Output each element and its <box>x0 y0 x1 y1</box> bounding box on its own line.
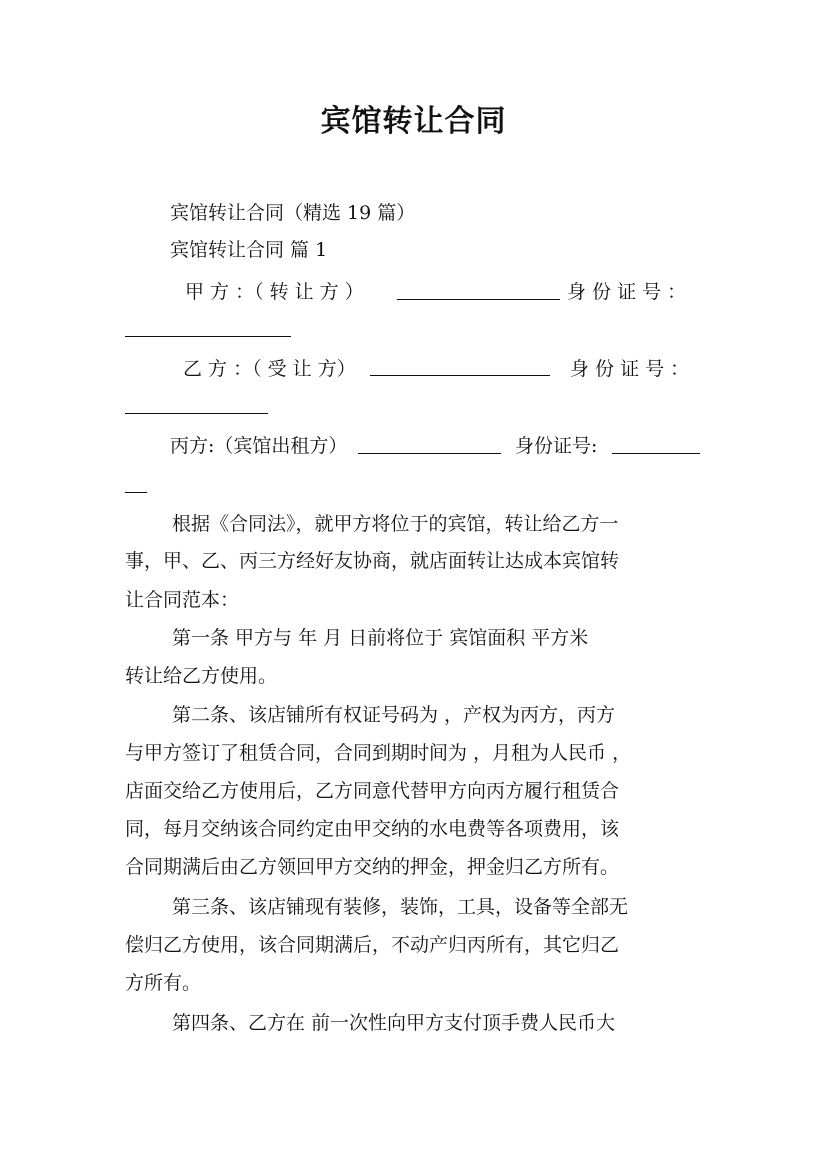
article-2-line-5: 合同期满后由乙方领回甲方交纳的押金，押金归乙方所有。 <box>125 856 620 878</box>
article-3-line-2: 偿归乙方使用，该合同期满后，不动产归丙所有，其它归乙 <box>125 934 620 956</box>
party-b-label: 乙 方 ：（ 受 让 方） <box>183 358 356 380</box>
article-2-line-4: 同，每月交纳该合同约定由甲交纳的水电费等各项费用，该 <box>125 818 620 840</box>
article-1-line-2: 转让给乙方使用。 <box>125 665 278 687</box>
intro-line-2: 事，甲、乙、丙三方经好友协商，就店面转让达成本宾馆转 <box>125 550 620 572</box>
article-3-line-1: 第三条、该店铺现有装修，装饰，工具，设备等全部无 <box>172 896 629 918</box>
intro-line-1: 根据《合同法》，就甲方将位于的宾馆，转让给乙方一 <box>172 513 619 535</box>
party-c-id-blank-2 <box>125 474 147 493</box>
party-c-id-blank-1 <box>612 435 700 454</box>
party-b-id-blank <box>125 395 268 414</box>
document-subtitle: 宾馆转让合同（精选 19 篇） <box>170 202 416 224</box>
article-2-line-2: 与甲方签订了租赁合同，合同到期时间为 ，月租为人民币 ， <box>125 742 632 764</box>
section-heading: 宾馆转让合同 篇 1 <box>170 239 328 261</box>
article-2-line-3: 店面交给乙方使用后，乙方同意代替甲方向丙方履行租赁合 <box>125 780 620 802</box>
party-a-row <box>185 278 364 306</box>
document-title: 宾馆转让合同 <box>320 104 507 139</box>
party-b-id-label: 身 份 证 号 ： <box>570 358 690 380</box>
party-b-name-blank <box>370 357 550 376</box>
article-4-line-1: 第四条、乙方在 前一次性向甲方支付顶手费人民币大 <box>172 1012 616 1034</box>
article-1-line-1: 第一条 甲方与 年 月 日前将位于 宾馆面积 平方米 <box>172 627 589 649</box>
article-2-line-1: 第二条、该店铺所有权证号码为 ，产权为丙方，丙方 <box>172 704 616 726</box>
intro-line-3: 让合同范本： <box>125 589 240 611</box>
party-c-label: 丙方:（宾馆出租方） <box>170 435 348 457</box>
party-a-id-blank <box>125 318 291 337</box>
party-a-id-label: 身 份 证 号 ： <box>567 281 687 303</box>
article-3-line-3: 方所有。 <box>125 972 202 994</box>
party-a-label: 甲 方 ：（ 转 让 方 ） <box>185 281 364 303</box>
party-c-name-blank <box>358 435 501 454</box>
party-c-id-label: 身份证号: <box>515 435 598 457</box>
party-a-name-blank <box>397 281 560 300</box>
